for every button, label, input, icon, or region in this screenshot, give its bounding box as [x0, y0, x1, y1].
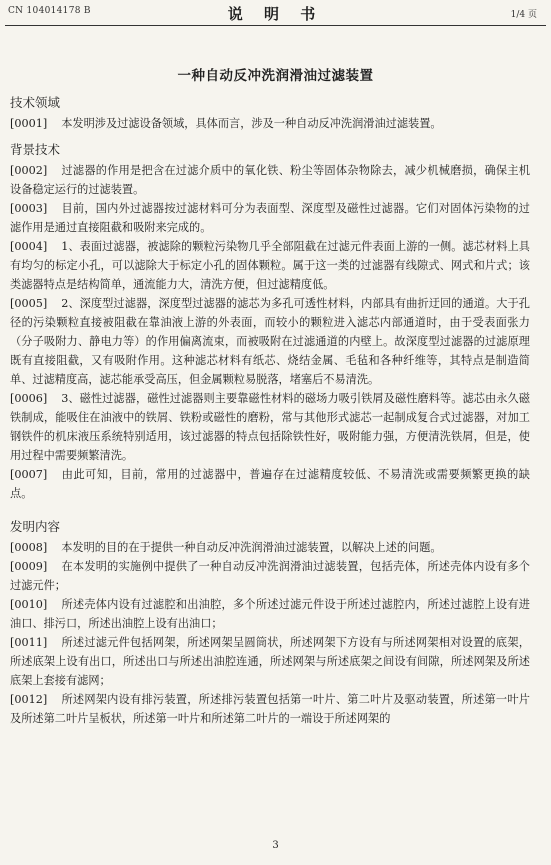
- paragraph-number: [0008]: [10, 541, 48, 554]
- page-header: [0, 0, 551, 30]
- paragraph-text: 所述壳体内设有过滤腔和出油腔，多个所述过滤元件设于所述过滤腔内，所述过滤腔上设有进油口、排污口，所述出油腔上设有出油口；: [10, 598, 530, 630]
- paragraph: [10, 690, 530, 728]
- paragraph-number: [0007]: [10, 468, 48, 481]
- paragraph-number: [0003]: [10, 202, 48, 215]
- paragraph-number: [0009]: [10, 560, 48, 573]
- paragraph-number: [0011]: [10, 636, 48, 649]
- paragraph-number: [0005]: [10, 297, 48, 310]
- paragraph-text: 本发明涉及过滤设备领域，具体而言，涉及一种自动反冲洗润滑油过滤装置。: [61, 117, 442, 130]
- paragraph-text: 在本发明的实施例中提供了一种自动反冲洗润滑油过滤装置，包括壳体，所述壳体内设有多个过滤元件；: [10, 560, 530, 592]
- paragraph: [10, 538, 530, 557]
- page-count: 1/4 页: [510, 10, 537, 20]
- paragraph: [10, 199, 530, 237]
- paragraph-text: 过滤器的作用是把含在过滤介质中的氧化铁、粉尘等固体杂物除去，减少机械磨损，确保主机设备稳定运行的过滤装置。: [10, 164, 530, 196]
- paragraph-text: 所述过滤元件包括网架，所述网架呈圆筒状，所述网架下方设有与所述网架相对设置的底架，所述底架上设有出口，所述出口与所述出油腔连通，所述网架与所述底架之间设有间隙，所述网架及所述底架上套接有滤网；: [10, 636, 530, 687]
- paragraph: [10, 114, 530, 133]
- paragraph: [10, 595, 530, 633]
- paragraph-text: 2、深度型过滤器，深度型过滤器的滤芯为多孔可透性材料，内部具有曲折迂回的通道。大于孔径的污染颗粒直接被阻截在靠油液上游的外表面，而较小的颗粒进入滤芯内部通道时，由于受表面张力（分子吸附力、静电力等）的作用偏离流束，而被吸附在过滤通道的内壁上。故深度型过滤器的过滤原理既有直接阻截，又有吸附作用。这种滤芯材料有纸芯、烧结金属、毛毡和各种纤维等，其特点是制造简单、过滤精度高，滤芯能承受高压，但金属颗粒易脱落，堵塞后不易清洗。: [10, 297, 530, 386]
- section-heading-technical-field: 技术领域: [10, 95, 61, 110]
- paragraph-number: [0006]: [10, 392, 48, 405]
- document-body: [10, 93, 530, 728]
- paragraph: [10, 161, 530, 199]
- section-heading-background: 背景技术: [10, 142, 61, 157]
- paragraph-number: [0004]: [10, 240, 48, 253]
- paragraph-number: [0001]: [10, 117, 48, 130]
- paragraph-number: [0012]: [10, 693, 48, 706]
- paragraph-number: [0010]: [10, 598, 48, 611]
- paragraph: [10, 465, 530, 503]
- section-heading-summary: 发明内容: [10, 519, 61, 534]
- paragraph-text: 所述网架内设有排污装置，所述排污装置包括第一叶片、第二叶片及驱动装置，所述第一叶片及所述第二叶片呈板状，所述第一叶片和所述第二叶片的一端设于所述网架的: [10, 693, 530, 725]
- paragraph-text: 由此可知，目前，常用的过滤器中，普遍存在过滤精度较低、不易清洗或需要频繁更换的缺点。: [10, 468, 530, 500]
- header-rule: [5, 25, 546, 26]
- paragraph: [10, 237, 530, 294]
- paragraph-text: 1、表面过滤器，被滤除的颗粒污染物几乎全部阻截在过滤元件表面上游的一侧。滤芯材料上具有均匀的标定小孔，可以滤除大于标定小孔的固体颗粒。属于这一类的过滤器有线隙式、网式和片式；该类滤器特点是结构简单，通流能力大，清洗方便，但过滤精度低。: [10, 240, 530, 291]
- paragraph: [10, 294, 530, 389]
- paragraph-text: 目前，国内外过滤器按过滤材料可分为表面型、深度型及磁性过滤器。它们对固体污染物的过滤作用是通过直接阻截和吸附来完成的。: [10, 202, 530, 234]
- paragraph: [10, 633, 530, 690]
- paragraph-text: 本发明的目的在于提供一种自动反冲洗润滑油过滤装置，以解决上述的问题。: [61, 541, 442, 554]
- document-type-title: 说 明 书: [227, 5, 324, 23]
- paragraph: [10, 389, 530, 465]
- paragraph-number: [0002]: [10, 164, 48, 177]
- patent-number: CN 104014178 B: [8, 6, 91, 16]
- paragraph: [10, 557, 530, 595]
- paragraph-text: 3、磁性过滤器，磁性过滤器则主要靠磁性材料的磁场力吸引铁屑及磁性磨料等。滤芯由永久磁铁制成，能吸住在油液中的铁屑、铁粉或磁性的磨粉，常与其他形式滤芯一起制成复合式过滤器，对加工钢铁件的机床液压系统特别适用，该过滤器的特点包括除铁性好，吸附能力强，方便清洗铁屑，但是，使用过程中需要频繁清洗。: [10, 392, 530, 462]
- page-number: 3: [272, 840, 279, 851]
- invention-title: 一种自动反冲洗润滑油过滤装置: [177, 68, 374, 84]
